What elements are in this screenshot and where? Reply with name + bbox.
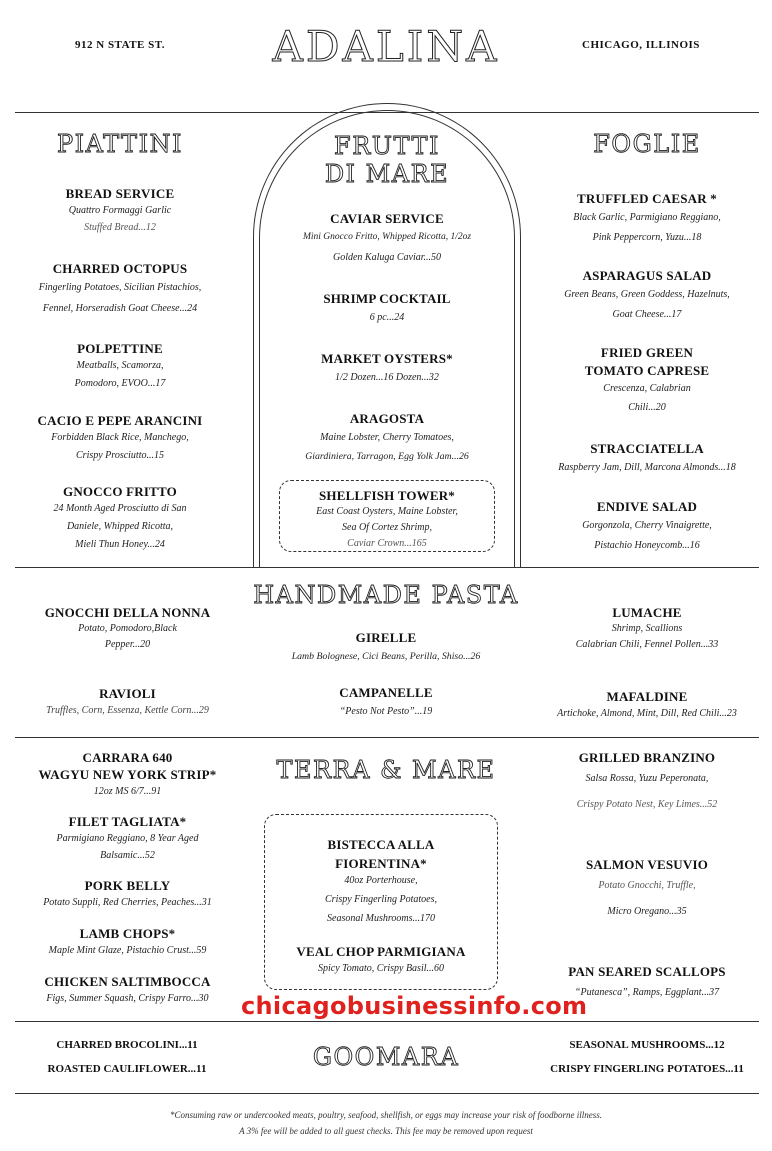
- menu-item: BREAD SERVICE Quattro Formaggi Garlic Stuffed Bread...12: [65, 186, 175, 233]
- menu-item: CARRARA 640 WAGYU NEW YORK STRIP* 12oz MS 6/7...91: [38, 750, 217, 797]
- piattini-section: [15, 130, 225, 570]
- terra-right: [537, 749, 757, 1009]
- footer-disclaimer: *Consuming raw or undercooked meats, poultry, seafood, shellfish, or eggs may increase your risk of foodborne illness.: [169, 1110, 603, 1120]
- menu-item: TRUFFLED CAESAR * Black Garlic, Parmigiano Reggiano, Pink Peppercorn, Yuzu...18: [573, 191, 721, 243]
- side-item: SEASONAL MUSHROOMS...12: [569, 1039, 725, 1051]
- menu-item: STRACCIATELLA Raspberry Jam, Dill, Marcona Almonds...18: [558, 441, 736, 473]
- section-title-goomara: GOOMARA: [312, 1043, 460, 1071]
- divider-pasta: [15, 567, 759, 568]
- divider-goomara: [15, 1021, 759, 1022]
- menu-item: GIRELLE Lamb Bolognese, Cici Beans, Perilla, Shiso...26: [291, 630, 481, 662]
- menu-item: BISTECCA ALLA FIORENTINA* 40oz Porterhouse, Crispy Fingerling Potatoes, Seasonal Mushrooms...170: [325, 837, 437, 924]
- section-title-frutti: FRUTTI: [334, 132, 440, 160]
- side-item: CHARRED BROCOLINI...11: [56, 1039, 198, 1051]
- footer-fee-note: A 3% fee will be added to all guest checks. This fee may be removed upon request: [239, 1126, 533, 1136]
- menu-item: CHARRED OCTOPUS Fingerling Potatoes, Sicilian Pistachios, Fennel, Horseradish Goat Cheese...24: [38, 261, 202, 314]
- menu-item: VEAL CHOP PARMIGIANA Spicy Tomato, Crispy Basil...60: [296, 944, 466, 974]
- foglie-section: [537, 130, 757, 570]
- side-item: CRISPY FINGERLING POTATOES...11: [550, 1063, 744, 1075]
- section-title-pasta: HANDMADE PASTA: [253, 581, 519, 609]
- menu-item: POLPETTINE Meatballs, Scamorza, Pomodoro, EVOO...17: [74, 341, 166, 389]
- menu-item: SALMON VESUVIO Potato Gnocchi, Truffle, Micro Oregano...35: [585, 857, 709, 917]
- section-title-foglie: FOGLIE: [593, 130, 701, 158]
- menu-item: ENDIVE SALAD Gorgonzola, Cherry Vinaigrette, Pistachio Honeycomb...16: [582, 499, 712, 551]
- menu-item: CAMPANELLE “Pesto Not Pesto”...19: [339, 685, 433, 717]
- menu-item: CHICKEN SALTIMBOCCA Figs, Summer Squash, Crispy Farro...30: [44, 974, 211, 1004]
- city: CHICAGO, ILLINOIS: [582, 39, 700, 51]
- menu-item: SHRIMP COCKTAIL 6 pc...24: [323, 291, 451, 323]
- menu-item: GNOCCO FRITTO 24 Month Aged Prosciutto di San Daniele, Whipped Ricotta, Mieli Thun Honey...24: [53, 484, 187, 550]
- menu-item: ARAGOSTA Maine Lobster, Cherry Tomatoes, Giardiniera, Tarragon, Egg Yolk Jam...26: [305, 411, 469, 462]
- menu-item: GRILLED BRANZINO Salsa Rossa, Yuzu Peperonata, Crispy Potato Nest, Key Limes...52: [576, 750, 718, 810]
- menu-item: RAVIOLI Truffles, Corn, Essenza, Kettle Corn...29: [46, 686, 209, 716]
- menu-item: MAFALDINE Artichoke, Almond, Mint, Dill, Red Chili...23: [557, 689, 737, 719]
- menu-item: CACIO E PEPE ARANCINI Forbidden Black Rice, Manchego, Crispy Prosciutto...15: [37, 413, 203, 461]
- divider-footer: [15, 1093, 759, 1094]
- menu-item: FILET TAGLIATA* Parmigiano Reggiano, 8 Year Aged Balsamic...52: [56, 814, 199, 861]
- section-title-di-mare: DI MARE: [324, 160, 450, 188]
- menu-item: ASPARAGUS SALAD Green Beans, Green Goddess, Hazelnuts, Goat Cheese...17: [564, 268, 730, 320]
- menu-item: MARKET OYSTERS* 1/2 Dozen...16 Dozen...32: [321, 351, 453, 383]
- menu-item: LUMACHE Shrimp, Scallions Calabrian Chili, Fennel Pollen...33: [575, 605, 719, 650]
- menu-item: GNOCCHI DELLA NONNA Potato, Pomodoro,Black Pepper...20: [44, 605, 211, 650]
- divider-terra: [15, 737, 759, 738]
- address: 912 N STATE ST.: [75, 39, 166, 51]
- menu-item: LAMB CHOPS* Maple Mint Glaze, Pistachio Crust...59: [48, 926, 207, 956]
- side-item: ROASTED CAULIFLOWER...11: [47, 1063, 207, 1075]
- watermark: chicagobusinessinfo.com: [241, 992, 588, 1020]
- terra-left: [15, 749, 240, 1009]
- menu-item: CAVIAR SERVICE Mini Gnocco Fritto, Whipped Ricotta, 1/2oz Golden Kaluga Caviar...50: [302, 211, 472, 263]
- menu-item: FRIED GREEN TOMATO CAPRESE Crescenza, Calabrian Chili...20: [584, 345, 710, 413]
- menu-item: PAN SEARED SCALLOPS “Putanesca”, Ramps, Eggplant...37: [568, 964, 726, 998]
- section-title-terra: TERRA & MARE: [276, 756, 496, 784]
- menu-item: PORK BELLY Potato Suppli, Red Cherries, Peaches...31: [43, 878, 212, 908]
- restaurant-brand: ADALINA: [272, 22, 500, 71]
- section-title-piattini: PIATTINI: [56, 130, 184, 158]
- menu-item: SHELLFISH TOWER* East Coast Oysters, Maine Lobster, Sea Of Cortez Shrimp, Caviar Crown...165: [316, 488, 458, 549]
